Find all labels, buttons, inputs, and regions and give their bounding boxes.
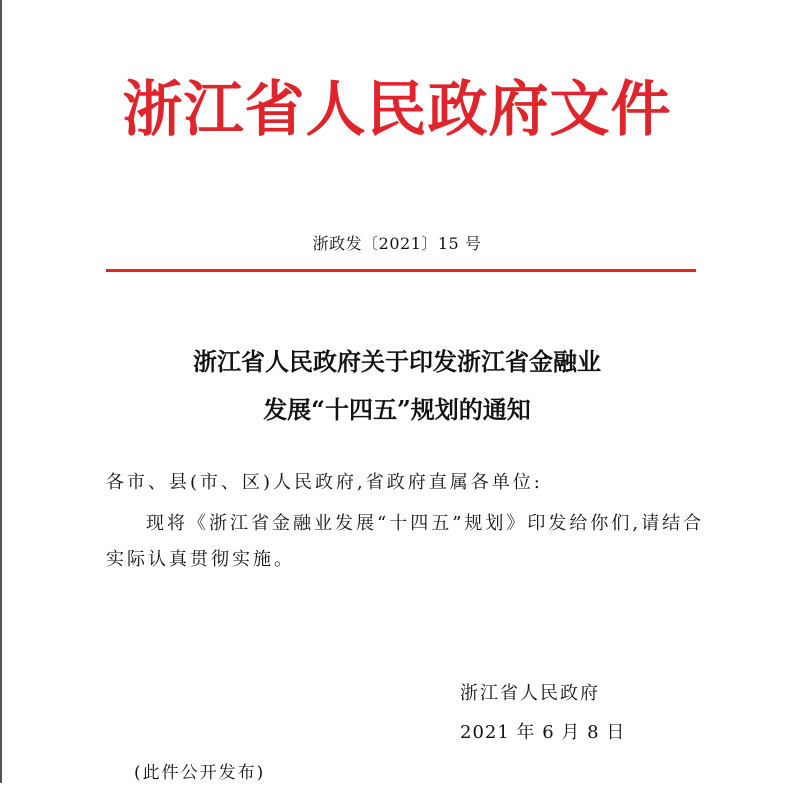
issuer-signature: 浙江省人民政府 [460, 683, 600, 704]
issue-date: 2021 年 6 月 8 日 [460, 722, 626, 743]
public-release-note: (此件公开发布) [134, 763, 266, 783]
red-separator-rule [106, 269, 696, 272]
document-header-title: 浙江省人民政府文件 [122, 75, 672, 145]
notice-title-line-1: 浙江省人民政府关于印发浙江省金融业 [193, 347, 601, 376]
notice-title [0, 338, 794, 434]
body-paragraph-line-2: 实际认真贯彻实施。 [106, 549, 295, 570]
notice-title-line-2: 发展“十四五”规划的通知 [263, 395, 531, 424]
addressee-line: 各市、县(市、区)人民政府,省政府直属各单位: [106, 472, 543, 493]
document-number: 浙政发〔2021〕15 号 [312, 234, 482, 253]
body-paragraph-line-1: 现将《浙江省金融业发展“十四五”规划》印发给你们,请结合 [146, 513, 705, 534]
